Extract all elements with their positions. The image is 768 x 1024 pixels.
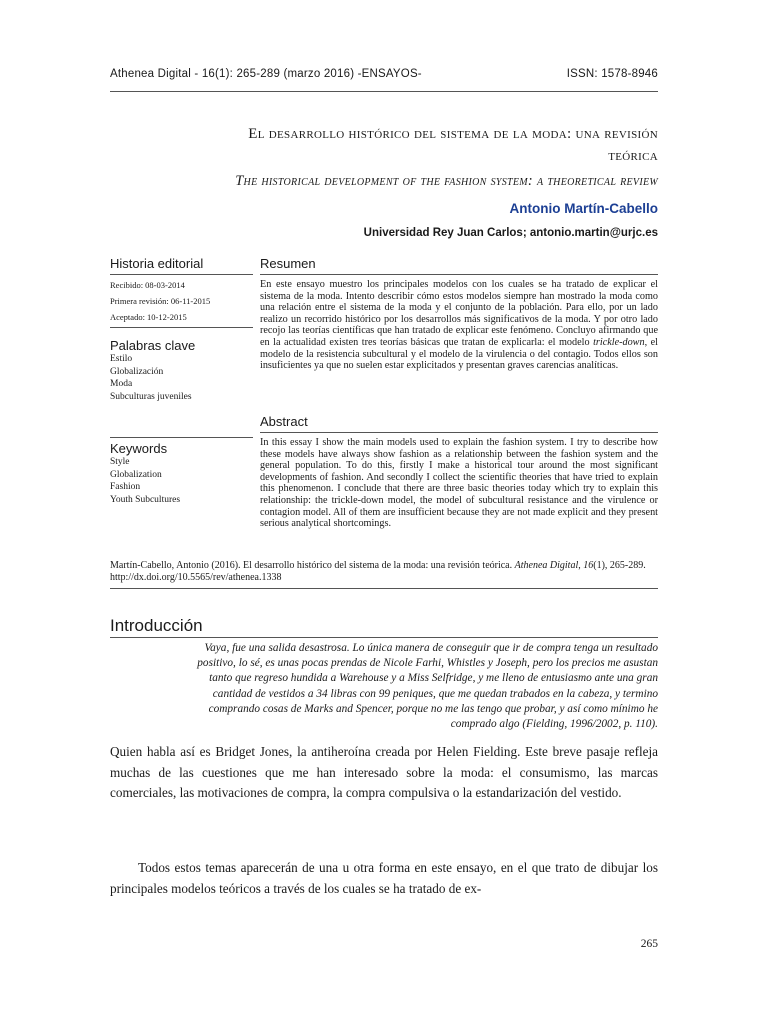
body-paragraph: Quien habla así es Bridget Jones, la antiheroína creada por Helen Fielding. Este breve pasaje refleja muchas de las cuestiones que me han interesado sobre la moda: el consumismo, las marcas comerciales, las motivaciones de compra, la compra compulsiva o la estandarización del vestido. xyxy=(110,744,658,800)
spanish-keywords-heading: Palabras clave xyxy=(110,338,196,353)
abstract-section xyxy=(260,414,658,530)
keyword-item: Subculturas juveniles xyxy=(110,391,192,402)
abstract-text: In this essay I show the main models used to explain the fashion system. I try to describe how these models have always show fashion as a relationship between the fashion system and the general population. To do this, firstly I make a historical tour around the most significant developments of fashion. And secondly I collect the scientific theories that have tried to explain this phenomenon. I conclude that there are three basic theories today which try to explain this relationship: the trickle-down model, the model of subcultural resistance and the virulence or contagion model. All of them are insufficient because they are not made explicit and they present serious analytical shortcomings. xyxy=(260,437,658,530)
abstract-heading: Abstract xyxy=(260,414,658,433)
keyword-item: Globalización xyxy=(110,366,164,377)
author-affiliation: Universidad Rey Juan Carlos; antonio.martin@urjc.es xyxy=(363,227,658,239)
citation: Martín-Cabello, Antonio (2016). El desarrollo histórico del sistema de la moda: una revisión teórica. Athenea Digital, 16(1), 265-289. http://dx.doi.org/10.5565/rev/athenea.1338 xyxy=(110,560,646,583)
received-date: Recibido: 08-03-2014 xyxy=(110,280,185,290)
keyword-item: Moda xyxy=(110,379,133,389)
page-number: 265 xyxy=(640,938,658,950)
header-divider xyxy=(110,91,658,92)
english-keywords xyxy=(110,441,253,506)
left-column-divider xyxy=(110,437,253,438)
body-paragraph: Todos estos temas aparecerán de una u otra forma en este ensayo, en el que trato de dibujar los principales modelos teóricos a través de los cuales se ha tratado de ex- xyxy=(110,860,658,896)
first-revision-date: Primera revisión: 06-11-2015 xyxy=(110,296,211,306)
title-spanish: El desarrollo histórico del sistema de la moda: una revisión teórica xyxy=(248,126,658,164)
spanish-keywords-list xyxy=(110,353,253,403)
accepted-date: Aceptado: 10-12-2015 xyxy=(110,312,187,322)
keyword-item: Style xyxy=(110,457,130,467)
author-name: Antonio Martín-Cabello xyxy=(509,201,658,216)
citation-divider xyxy=(110,588,658,589)
editorial-history-heading: Historia editorial xyxy=(110,256,253,275)
keyword-item: Fashion xyxy=(110,482,141,492)
journal-reference: Athenea Digital - 16(1): 265-289 (marzo 2016) -ENSAYOS- xyxy=(110,68,422,80)
spanish-keywords xyxy=(110,338,253,403)
resumen-heading: Resumen xyxy=(260,256,658,275)
editorial-history xyxy=(110,256,253,328)
introduction-divider xyxy=(110,637,658,638)
issn: ISSN: 1578-8946 xyxy=(566,68,658,80)
keyword-item: Globalization xyxy=(110,469,162,480)
keyword-item: Youth Subcultures xyxy=(110,494,181,505)
editorial-history-list xyxy=(110,277,253,328)
running-header xyxy=(110,66,658,86)
title-english: The historical development of the fashion system: a theoretical review xyxy=(235,173,658,189)
keyword-item: Estilo xyxy=(110,354,133,364)
epigraph-quote: Vaya, fue una salida desastrosa. Lo única manera de conseguir que ir de compra tenga un resultado positivo, lo sé, es unas pocas prendas de Nicole Farhi, Whistles y Joseph, pero los precios me asustan tanto que regreso hundida a Warehouse y a Miss Selfridge, y me lleno de entusiasmo ante una gran cantidad de vestidos a 34 libras con 99 peniques, que me quedan trabados en la cabeza, y termino comprando cosas de Marks and Spencer, porque no me las tengo que probar, y así como mínimo he comprado algo (Fielding, 1996/2002, p. 110). xyxy=(197,642,658,731)
english-keywords-list xyxy=(110,456,253,506)
english-keywords-heading: Keywords xyxy=(110,441,168,456)
resumen-section xyxy=(260,256,658,372)
resumen-text: En este ensayo muestro los principales modelos con los cuales se ha tratado de explicar el sistema de la moda. Intento describir cómo estos modelos siempre han mostrado la moda como una relación entre el sistema de la moda y el conjunto de la población. Para ello, por un lado realizo un recorrido histórico por los desarrollos más significativos de la moda. Y por otro lado recojo las teorías científicas que han tratado de explicar este fenómeno. Concluyo afirmando que en la actualidad existen tres teorías básicas que tratan de explicarla: el modelo trickle-down, el modelo de la resistencia subcultural y el modelo de la virulencia o del contagio. Todos ellos son insuficientes ya que no suelen estar explicitados y presentan graves carencias analíticas. xyxy=(260,279,658,372)
introduction-heading: Introducción xyxy=(110,616,203,635)
